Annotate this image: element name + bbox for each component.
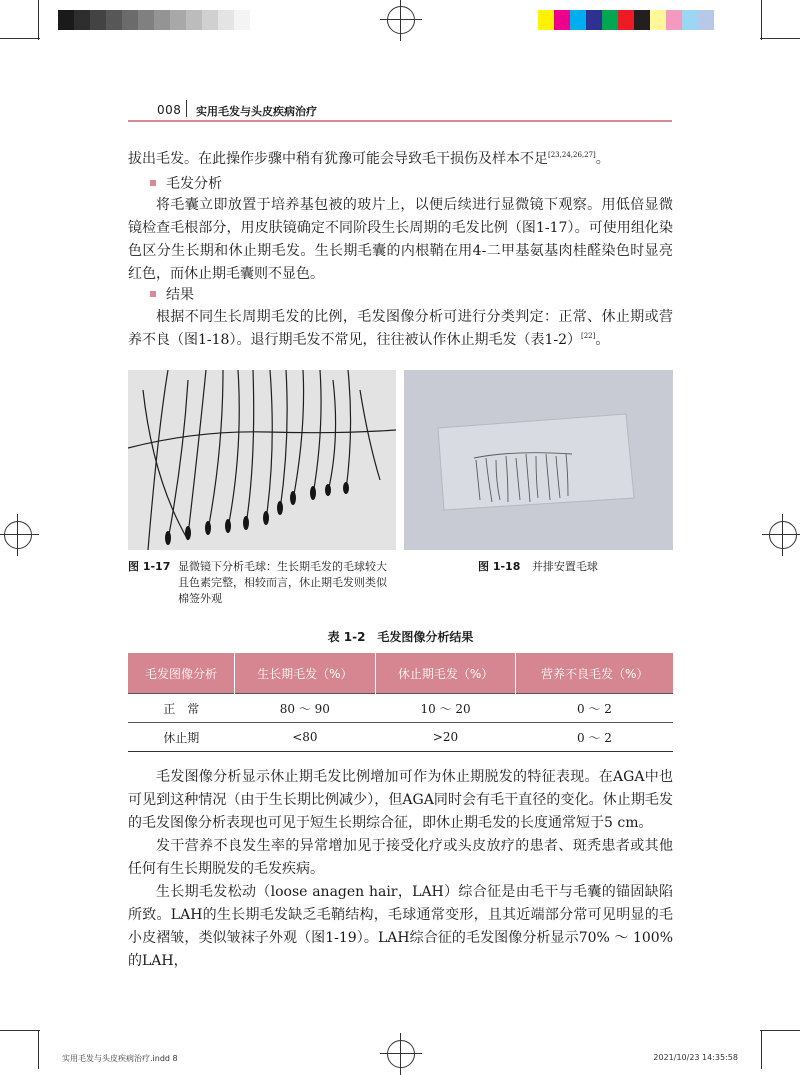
crop-mark — [760, 1030, 800, 1031]
bullet-square-icon — [150, 180, 156, 186]
crop-mark — [0, 1030, 40, 1031]
figure-label: 图 1-18 — [478, 560, 521, 573]
color-swatch — [90, 10, 106, 30]
bullet-square-icon — [150, 291, 156, 297]
table-cell: 0 ～ 2 — [516, 723, 673, 752]
color-swatch — [218, 10, 234, 30]
color-swatch — [58, 10, 74, 30]
table-cell: 0 ～ 2 — [516, 694, 673, 723]
table-cell: 正 常 — [128, 694, 235, 723]
page-number: 008 — [157, 103, 182, 117]
figure-1-17-image — [128, 370, 396, 550]
section-heading-results — [150, 285, 194, 305]
registration-mark — [4, 521, 32, 549]
table-header-cell: 毛发图像分析 — [128, 653, 235, 694]
file-slug: 实用毛发与头皮疾病治疗.indd 8 — [62, 1054, 178, 1063]
color-swatch — [698, 10, 714, 30]
section-heading-text: 毛发分析 — [166, 176, 222, 192]
color-swatch — [682, 10, 698, 30]
color-calibration-bar — [538, 10, 714, 30]
header-rule — [128, 120, 672, 122]
mounted-hair-slide-photo — [404, 370, 673, 550]
color-swatch — [554, 10, 570, 30]
color-swatch — [650, 10, 666, 30]
registration-mark — [387, 6, 415, 34]
paragraph-continued — [128, 148, 673, 171]
paragraph-text: 。 — [595, 332, 610, 348]
print-timestamp: 2021/10/23 14:35:58 — [653, 1053, 738, 1062]
crop-mark — [761, 1030, 762, 1069]
figure-1-18-image — [404, 370, 673, 550]
caption-text: 并排安置毛球 — [531, 560, 598, 573]
hair-analysis-table — [128, 653, 673, 752]
citation: [22] — [581, 332, 596, 340]
color-swatch — [570, 10, 586, 30]
citation: [23,24,26,27] — [548, 151, 596, 159]
color-swatch — [122, 10, 138, 30]
grayscale-color-bar — [58, 10, 250, 30]
table-title: 表 1-2 毛发图像分析结果 — [327, 630, 474, 644]
table-cell: <80 — [235, 723, 376, 752]
registration-mark — [387, 1040, 415, 1068]
table-cell: >20 — [375, 723, 516, 752]
color-swatch — [106, 10, 122, 30]
color-swatch — [234, 10, 250, 30]
paragraph-text: 根据不同生长周期毛发的比例，毛发图像分析可进行分类判定：正常、休止期或营养不良（图1-18）。退行期毛发不常见，往往被认作休止期毛发（表1-2） — [128, 309, 673, 348]
table-cell: 休止期 — [128, 723, 235, 752]
paragraph-text: 拔出毛发。在此操作步骤中稍有犹豫可能会导致毛干损伤及样本不足 — [128, 151, 548, 167]
color-swatch — [586, 10, 602, 30]
color-swatch — [618, 10, 634, 30]
table-header-cell: 生长期毛发（%） — [235, 653, 376, 694]
paragraph: 毛发图像分析显示休止期毛发比例增加可作为休止期脱发的特征表现。在AGA中也可见到这种情况（由于生长期比例减少），但AGA同时会有毛干直径的变化。休止期毛发的毛发图像分析表现也可见于短生长期综合征，即休止期毛发的长度通常短于5 cm。 — [128, 769, 673, 831]
color-swatch — [202, 10, 218, 30]
paragraph: 将毛囊立即放置于培养基包被的玻片上，以便后续进行显微镜下观察。用低倍显微镜检查毛根部分，用皮肤镜确定不同阶段生长周期的毛发比例（图1-17）。可使用组化染色区分生长期和休止期毛发。生长期毛囊的内根鞘在用4-二甲基氨基肉桂醛染色时显亮红色，而休止期毛囊则不显色。 — [128, 197, 673, 282]
table-header-cell: 休止期毛发（%） — [375, 653, 516, 694]
table-header-cell: 营养不良毛发（%） — [516, 653, 673, 694]
hair-bulbs-photo — [128, 370, 396, 550]
crop-mark — [0, 38, 40, 39]
figure-1-17-caption — [128, 559, 396, 607]
color-swatch — [602, 10, 618, 30]
crop-mark — [760, 38, 800, 39]
color-swatch — [666, 10, 682, 30]
table-cell: 10 ～ 20 — [375, 694, 516, 723]
figure-label: 图 1-17 — [128, 560, 171, 573]
table-cell: 80 ～ 90 — [235, 694, 376, 723]
table-row — [128, 723, 673, 752]
section-heading-text: 结果 — [166, 287, 194, 303]
color-swatch — [138, 10, 154, 30]
paragraph — [128, 306, 673, 352]
running-header-title: 实用毛发与头皮疾病治疗 — [196, 105, 317, 118]
registration-mark — [769, 521, 797, 549]
crop-mark — [761, 0, 762, 40]
color-swatch — [154, 10, 170, 30]
paragraph: 生长期毛发松动（loose anagen hair，LAH）综合征是由毛干与毛囊的锚固缺陷所致。LAH的生长期毛发缺乏毛鞘结构，毛球通常变形，且其近端部分常可见明显的毛小皮褶皱，类似皱袜子外观（图1-19）。LAH综合征的毛发图像分析显示70% ～ 100%的LAH， — [128, 884, 673, 969]
table-header-row — [128, 653, 673, 694]
color-swatch — [186, 10, 202, 30]
table-row — [128, 694, 673, 723]
crop-mark — [38, 0, 39, 40]
color-swatch — [538, 10, 554, 30]
caption-text: 显微镜下分析毛球：生长期毛发的毛球较大且色素完整，相较而言，休止期毛发则类似棉签外观 — [178, 560, 387, 605]
paragraph: 发干营养不良发生率的异常增加见于接受化疗或头皮放疗的患者、斑秃患者或其他任何有生长期脱发的毛发疾病。 — [128, 838, 673, 877]
section-heading-hair-analysis — [150, 174, 222, 194]
header-divider — [186, 100, 187, 117]
color-swatch — [74, 10, 90, 30]
figure-1-18-caption — [478, 559, 673, 575]
color-swatch — [634, 10, 650, 30]
color-swatch — [170, 10, 186, 30]
crop-mark — [38, 1030, 39, 1069]
paragraph-text: 。 — [595, 151, 610, 167]
